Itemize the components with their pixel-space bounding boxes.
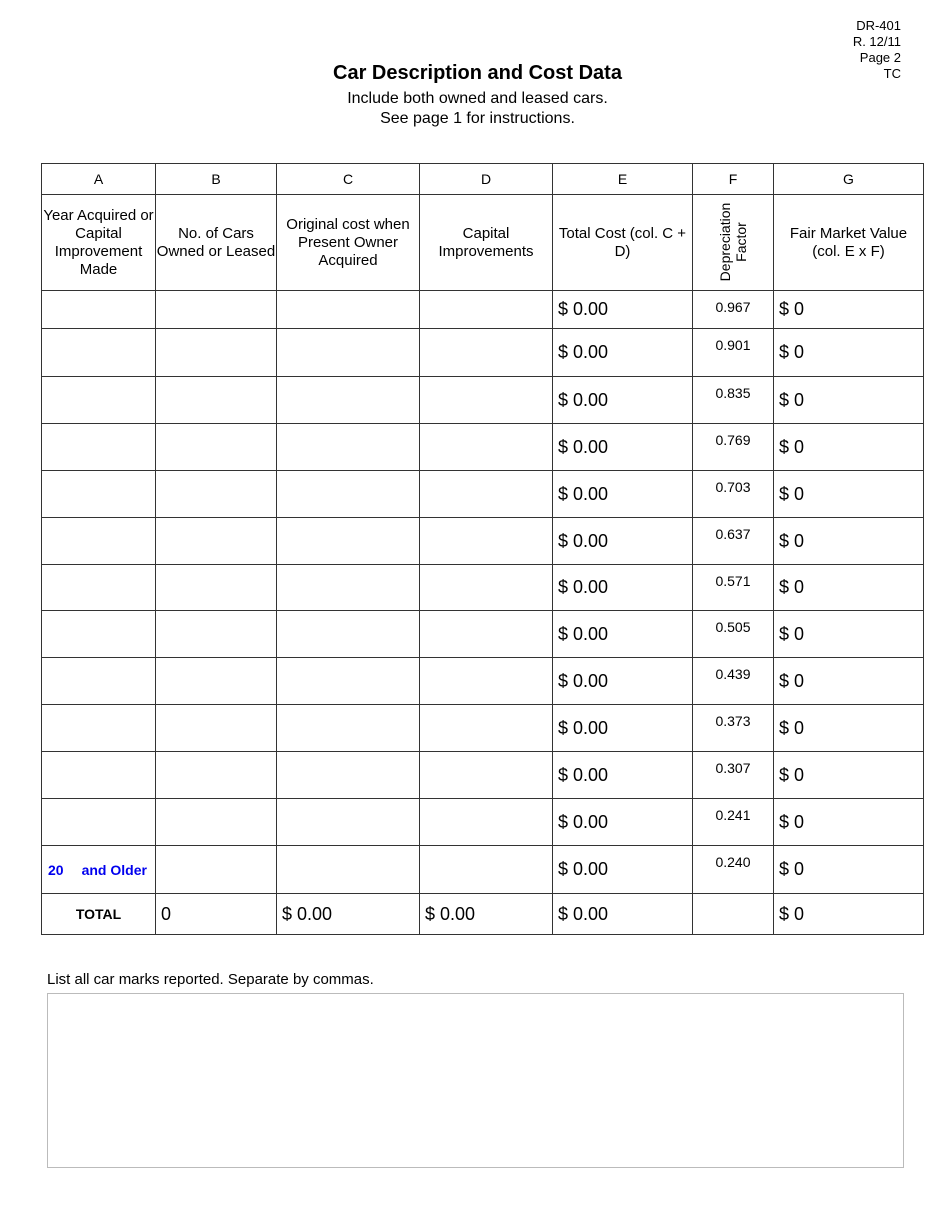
cars-input[interactable]: [156, 799, 277, 846]
improvements-input[interactable]: [420, 518, 553, 565]
fair-market-value-cell: $ 0: [774, 658, 924, 705]
column-letter-f: F: [693, 164, 774, 195]
year-input[interactable]: [42, 291, 156, 329]
improvements-input[interactable]: [420, 705, 553, 752]
older-text: and Older: [81, 861, 147, 878]
total-factor-empty: [693, 894, 774, 935]
depreciation-factor-cell: 0.967: [693, 291, 774, 329]
total-row: [42, 894, 924, 935]
total-cost-cell: $ 0.00: [553, 846, 693, 894]
older-label: [42, 846, 156, 894]
car-marks-label: List all car marks reported. Separate by commas.: [47, 971, 374, 988]
column-letter-g: G: [774, 164, 924, 195]
year-input[interactable]: [42, 377, 156, 424]
older-year: 20: [48, 861, 64, 878]
table-row: [42, 799, 924, 846]
fair-market-value-cell: $ 0: [774, 705, 924, 752]
depreciation-factor-cell: 0.241: [693, 799, 774, 846]
column-header-g: Fair Market Value (col. E x F): [774, 195, 924, 291]
depreciation-factor-header: Depreciation Factor: [717, 202, 749, 282]
fair-market-value-cell: $ 0: [774, 471, 924, 518]
cars-input[interactable]: [156, 705, 277, 752]
subtitle-owned-leased: Include both owned and leased cars.: [347, 90, 608, 107]
table-row: [42, 377, 924, 424]
improvements-input[interactable]: [420, 377, 553, 424]
improvements-input[interactable]: [420, 565, 553, 611]
original-cost-input[interactable]: [277, 658, 420, 705]
original-cost-input[interactable]: [277, 846, 420, 894]
depreciation-factor-cell: 0.571: [693, 565, 774, 611]
total-cost-cell: $ 0.00: [553, 471, 693, 518]
total-fair-market-value: $ 0: [774, 894, 924, 935]
fair-market-value-cell: $ 0: [774, 291, 924, 329]
cars-input[interactable]: [156, 291, 277, 329]
depreciation-factor-cell: 0.439: [693, 658, 774, 705]
table-row: [42, 518, 924, 565]
cars-input[interactable]: [156, 377, 277, 424]
year-input[interactable]: [42, 752, 156, 799]
total-original-cost: $ 0.00: [277, 894, 420, 935]
original-cost-input[interactable]: [277, 291, 420, 329]
total-cost-cell: $ 0.00: [553, 799, 693, 846]
cars-input[interactable]: [156, 611, 277, 658]
total-cost-cell: $ 0.00: [553, 329, 693, 377]
total-cost-cell: $ 0.00: [553, 565, 693, 611]
improvements-input[interactable]: [420, 471, 553, 518]
improvements-input[interactable]: [420, 799, 553, 846]
cars-input[interactable]: [156, 329, 277, 377]
table-row: [42, 705, 924, 752]
column-letter-b: B: [156, 164, 277, 195]
fair-market-value-cell: $ 0: [774, 565, 924, 611]
original-cost-input[interactable]: [277, 377, 420, 424]
depreciation-factor-cell: 0.769: [693, 424, 774, 471]
table-row: [42, 424, 924, 471]
page-number: Page 2: [859, 50, 901, 65]
total-cost-cell: $ 0.00: [553, 518, 693, 565]
original-cost-input[interactable]: [277, 424, 420, 471]
depreciation-factor-cell: 0.901: [693, 329, 774, 377]
depreciation-factor-cell: 0.240: [693, 846, 774, 894]
improvements-input[interactable]: [420, 611, 553, 658]
depreciation-factor-cell: 0.307: [693, 752, 774, 799]
table-row: [42, 329, 924, 377]
original-cost-input[interactable]: [277, 471, 420, 518]
improvements-input[interactable]: [420, 752, 553, 799]
form-number: DR-401: [856, 18, 901, 33]
cars-input[interactable]: [156, 565, 277, 611]
column-header-f: [693, 195, 774, 291]
improvements-input[interactable]: [420, 424, 553, 471]
fair-market-value-cell: $ 0: [774, 424, 924, 471]
cars-input[interactable]: [156, 658, 277, 705]
year-input[interactable]: [42, 565, 156, 611]
original-cost-input[interactable]: [277, 565, 420, 611]
total-cost-cell: $ 0.00: [553, 424, 693, 471]
cars-input[interactable]: [156, 752, 277, 799]
year-input[interactable]: [42, 611, 156, 658]
total-cost-sum: $ 0.00: [553, 894, 693, 935]
column-letter-c: C: [277, 164, 420, 195]
fair-market-value-cell: $ 0: [774, 518, 924, 565]
column-header-d: Capital Improvements: [420, 195, 553, 291]
older-row: [42, 846, 924, 894]
improvements-input[interactable]: [420, 329, 553, 377]
column-header-a: Year Acquired or Capital Improvement Made: [42, 195, 156, 291]
column-letter-d: D: [420, 164, 553, 195]
depreciation-factor-cell: 0.373: [693, 705, 774, 752]
form-code: TC: [883, 66, 901, 81]
fair-market-value-cell: $ 0: [774, 611, 924, 658]
year-input[interactable]: [42, 329, 156, 377]
fair-market-value-cell: $ 0: [774, 329, 924, 377]
fair-market-value-cell: $ 0: [774, 799, 924, 846]
car-marks-input[interactable]: [47, 993, 904, 1168]
cars-input[interactable]: [156, 518, 277, 565]
car-cost-table: [41, 163, 924, 935]
column-letter-a: A: [42, 164, 156, 195]
page-title: Car Description and Cost Data: [333, 62, 622, 84]
column-header-e: Total Cost (col. C + D): [553, 195, 693, 291]
original-cost-input[interactable]: [277, 611, 420, 658]
improvements-input[interactable]: [420, 291, 553, 329]
cars-input[interactable]: [156, 424, 277, 471]
total-label: TOTAL: [42, 894, 156, 935]
total-cost-cell: $ 0.00: [553, 377, 693, 424]
depreciation-factor-cell: 0.637: [693, 518, 774, 565]
fair-market-value-cell: $ 0: [774, 752, 924, 799]
column-header-b: No. of Cars Owned or Leased: [156, 195, 277, 291]
year-input[interactable]: [42, 424, 156, 471]
table-row: [42, 471, 924, 518]
fair-market-value-cell: $ 0: [774, 846, 924, 894]
table-row: [42, 565, 924, 611]
subtitle-instructions: See page 1 for instructions.: [380, 110, 575, 127]
table-row: [42, 291, 924, 329]
original-cost-input[interactable]: [277, 329, 420, 377]
improvements-input[interactable]: [420, 658, 553, 705]
total-cost-cell: $ 0.00: [553, 752, 693, 799]
total-improvements: $ 0.00: [420, 894, 553, 935]
original-cost-input[interactable]: [277, 705, 420, 752]
depreciation-factor-cell: 0.835: [693, 377, 774, 424]
original-cost-input[interactable]: [277, 799, 420, 846]
form-revision: R. 12/11: [852, 34, 901, 49]
year-input[interactable]: [42, 658, 156, 705]
fair-market-value-cell: $ 0: [774, 377, 924, 424]
total-cost-cell: $ 0.00: [553, 611, 693, 658]
cars-input[interactable]: [156, 846, 277, 894]
cars-input[interactable]: [156, 471, 277, 518]
depreciation-factor-cell: 0.505: [693, 611, 774, 658]
total-cost-cell: $ 0.00: [553, 705, 693, 752]
total-cars: 0: [156, 894, 277, 935]
year-input[interactable]: [42, 799, 156, 846]
table-row: [42, 752, 924, 799]
total-cost-cell: $ 0.00: [553, 658, 693, 705]
table-row: [42, 658, 924, 705]
depreciation-factor-cell: 0.703: [693, 471, 774, 518]
total-cost-cell: $ 0.00: [553, 291, 693, 329]
year-input[interactable]: [42, 471, 156, 518]
year-input[interactable]: [42, 705, 156, 752]
column-header-c: Original cost when Present Owner Acquired: [277, 195, 420, 291]
improvements-input[interactable]: [420, 846, 553, 894]
column-letter-e: E: [553, 164, 693, 195]
year-input[interactable]: [42, 518, 156, 565]
table-row: [42, 611, 924, 658]
original-cost-input[interactable]: [277, 518, 420, 565]
original-cost-input[interactable]: [277, 752, 420, 799]
